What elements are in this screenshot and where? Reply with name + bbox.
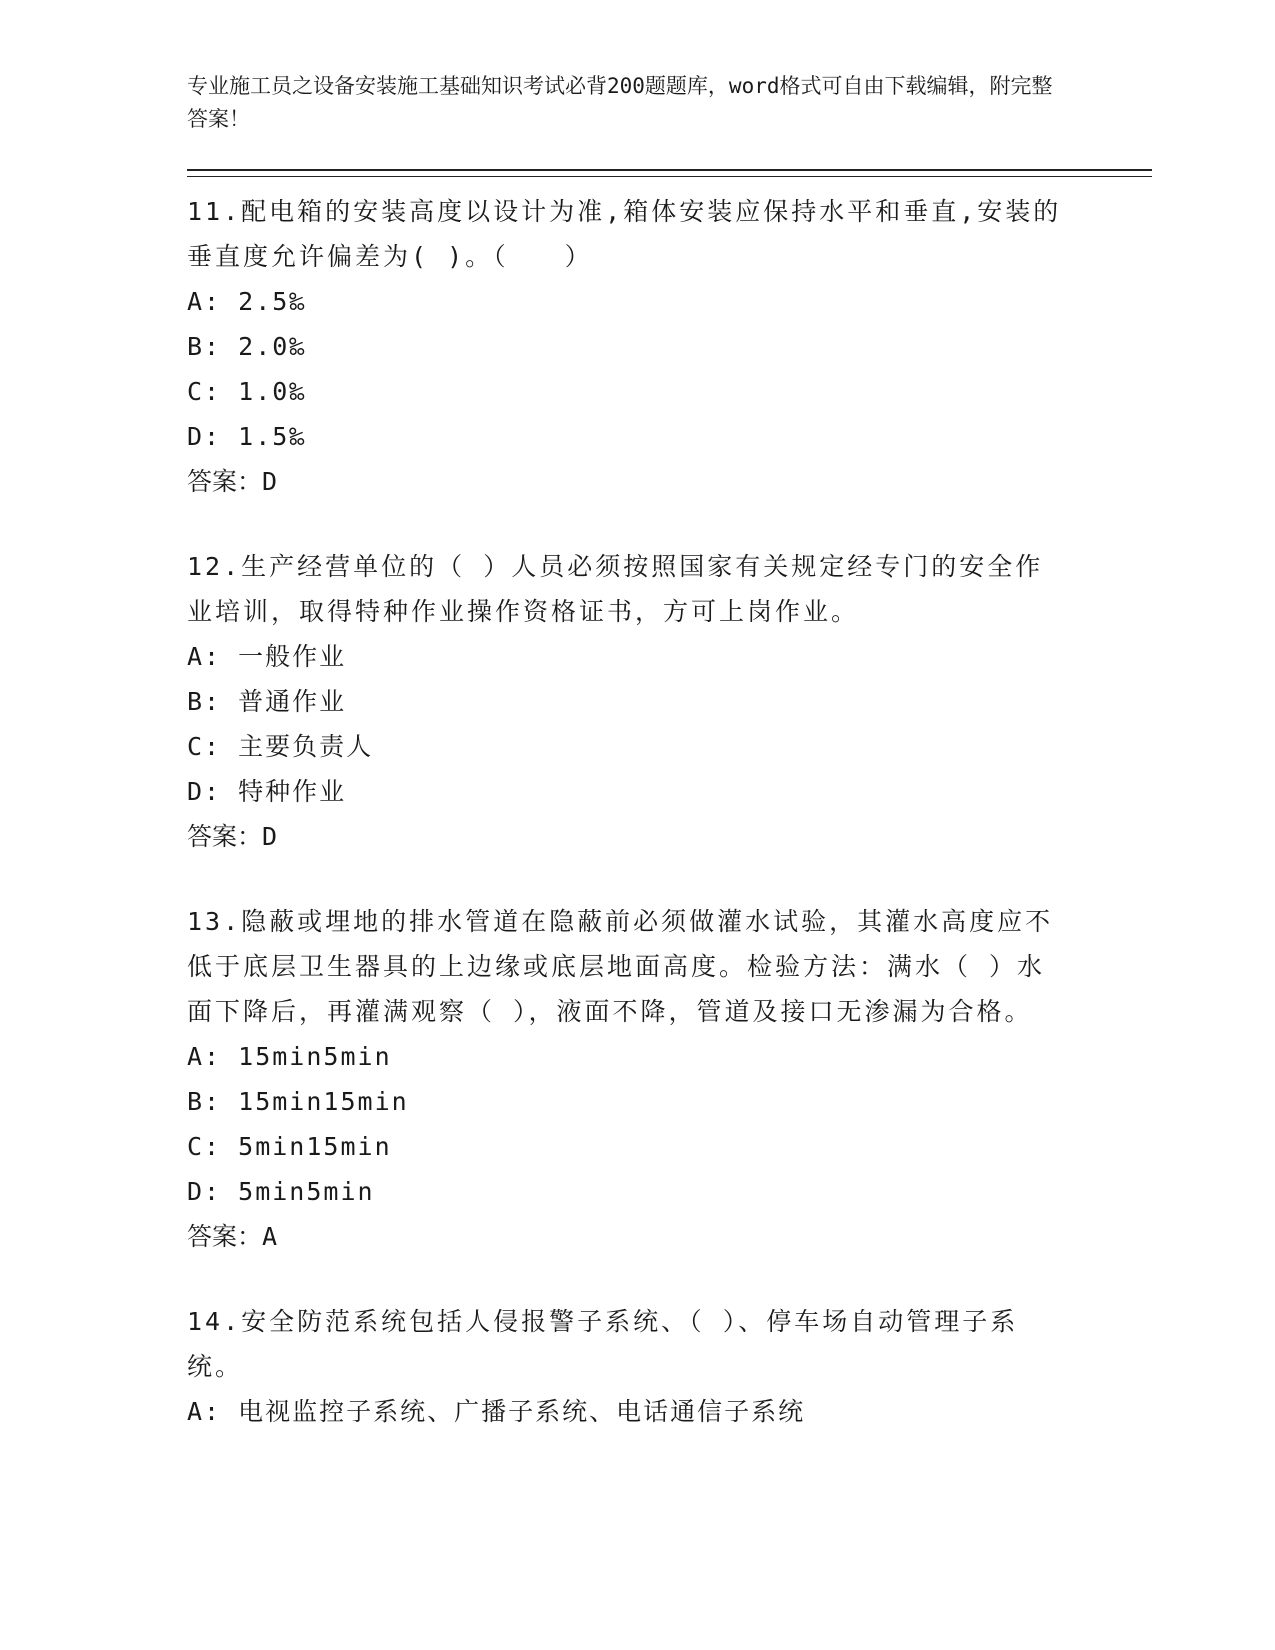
option-b: B: 15min15min	[187, 1087, 409, 1116]
option-b: B: 2.0‰	[187, 332, 307, 361]
option-a: A: 电视监控子系统、广播子系统、电话通信子系统	[187, 1397, 806, 1426]
document-header: 专业施工员之设备安装施工基础知识考试必背200题题库，word格式可自由下载编辑，附完整答案！	[187, 74, 1053, 131]
answer-line: 答案：D	[187, 467, 278, 496]
option-d: D: 特种作业	[187, 777, 347, 806]
question-13	[187, 899, 1152, 1259]
answer-line: 答案：A	[187, 1222, 278, 1251]
option-d: D: 1.5‰	[187, 422, 307, 451]
option-d: D: 5min5min	[187, 1177, 375, 1206]
option-a: A: 一般作业	[187, 642, 347, 671]
question-stem: 14.安全防范系统包括人侵报警子系统、（ ）、停车场自动管理子系统。	[187, 1307, 1019, 1381]
option-c: C: 5min15min	[187, 1132, 392, 1161]
option-a: A: 15min5min	[187, 1042, 392, 1071]
option-c: C: 1.0‰	[187, 377, 307, 406]
answer-line: 答案：D	[187, 822, 278, 851]
question-stem: 11.配电箱的安装高度以设计为准,箱体安装应保持水平和垂直,安装的垂直度允许偏差为( )。（ ）	[187, 197, 1062, 271]
question-14	[187, 1299, 1152, 1434]
question-stem: 12.生产经营单位的（ ）人员必须按照国家有关规定经专门的安全作业培训，取得特种作业操作资格证书，方可上岗作业。	[187, 552, 1044, 626]
option-c: C: 主要负责人	[187, 732, 374, 761]
header-divider	[187, 169, 1152, 177]
option-b: B: 普通作业	[187, 687, 347, 716]
question-12	[187, 544, 1152, 859]
question-stem: 13.隐蔽或埋地的排水管道在隐蔽前必须做灌水试验，其灌水高度应不低于底层卫生器具的上边缘或底层地面高度。检验方法：满水（ ）水面下降后，再灌满观察（ ），液面不降，管道及接口无渗漏为合格。	[187, 907, 1054, 1026]
option-a: A: 2.5‰	[187, 287, 307, 316]
document-page	[187, 70, 1152, 1434]
question-11	[187, 189, 1152, 504]
